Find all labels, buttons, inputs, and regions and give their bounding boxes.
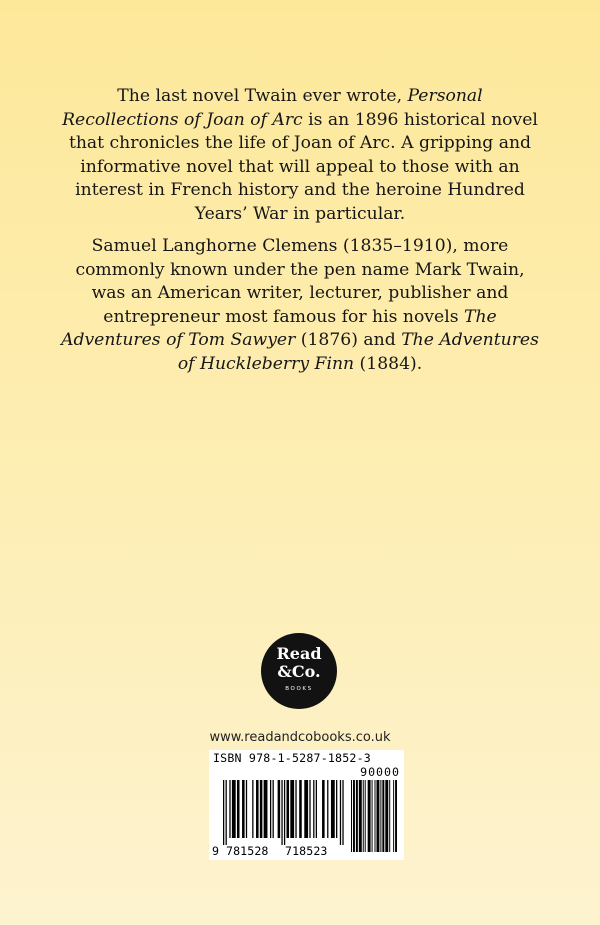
barcode-bar (256, 780, 259, 838)
blurb-text: The last novel Twain ever wrote, (117, 86, 408, 106)
barcode-bar (372, 780, 373, 852)
barcode-bar (226, 780, 227, 845)
barcode-bar (290, 780, 294, 838)
ean-left-digits: 781528 (226, 844, 269, 858)
barcode-bar (316, 780, 317, 838)
barcode-bar (295, 780, 296, 838)
barcode-bar (264, 780, 268, 838)
ean-right-digits: 718523 (285, 844, 328, 858)
barcode-bar (260, 780, 263, 838)
barcode-bar (299, 780, 302, 838)
blurb-text: (1884). (354, 353, 423, 374)
barcode-bar (380, 780, 381, 852)
blurb-text: (1876) and (295, 330, 402, 350)
barcode-bar (393, 780, 394, 852)
book-title: The Adventures of Huckleberry Finn (177, 330, 539, 374)
barcode-bar (363, 780, 364, 852)
book-title: Personal Recollections of Joan of Arc (62, 86, 483, 130)
barcode-bar (270, 780, 271, 838)
blurb-paragraph-2 (60, 235, 540, 376)
isbn-barcode (209, 750, 404, 860)
barcode-bar (336, 780, 337, 838)
barcode-bar (382, 780, 384, 852)
barcode-bar (385, 780, 388, 852)
addon-bars (351, 780, 397, 852)
blurb-paragraph-1 (60, 85, 540, 226)
barcode-bar (351, 780, 352, 852)
barcode-bar (223, 780, 224, 845)
barcode-bar (327, 780, 328, 838)
logo-line-books: BOOKS (285, 686, 313, 692)
barcode-bar (237, 780, 240, 838)
barcode-bar (365, 780, 366, 852)
barcode-bar (331, 780, 335, 838)
barcode-bar (273, 780, 274, 838)
barcode-bar (281, 780, 282, 845)
logo-line-read: Read (276, 644, 322, 663)
ean-first-digit: 9 (212, 844, 219, 858)
price-code: 90000 (360, 765, 400, 779)
barcode-bar (389, 780, 390, 852)
barcode-bar (322, 780, 325, 838)
barcode-bar (395, 780, 397, 852)
barcode-bar (242, 780, 245, 838)
barcode-bar (353, 780, 355, 852)
barcode-bar (375, 780, 376, 852)
barcode-bar (340, 780, 341, 845)
book-title: The Adventures of Tom Sawyer (61, 306, 497, 350)
barcode-bar (278, 780, 281, 838)
barcode-bar (304, 780, 308, 838)
barcode-bar (229, 780, 230, 838)
barcode-bar (313, 780, 314, 838)
barcode-bar (342, 780, 343, 845)
barcode-bar (359, 780, 362, 852)
isbn-label: ISBN 978-1-5287-1852-3 (213, 751, 371, 765)
blurb-text: is an 1896 historical novel that chronicles the life of Joan of Arc. A gripping and informative novel that will appeal to those with an interest in French history and the heroine Hundred Years’ War in particular. (68, 109, 538, 224)
barcode-bar (356, 780, 358, 852)
barcode-bar (284, 780, 285, 845)
barcode-bar (376, 780, 379, 852)
logo-line-co: &Co. (277, 662, 321, 681)
publisher-website: www.readandcobooks.co.uk (209, 730, 391, 745)
blurb-text: Samuel Langhorne Clemens (1835–1910), more commonly known under the pen name Mark Twain, was an American writer, lecturer, publisher and entrepreneur most famous for his novels (75, 236, 525, 327)
barcode-bar (287, 780, 290, 838)
barcode-bar (368, 780, 371, 852)
barcode-bar (232, 780, 236, 838)
ean13-bars (223, 780, 345, 845)
publisher-logo (261, 633, 337, 709)
barcode-bar (252, 780, 253, 838)
barcode-bar (309, 780, 310, 838)
barcode-bar (246, 780, 247, 838)
